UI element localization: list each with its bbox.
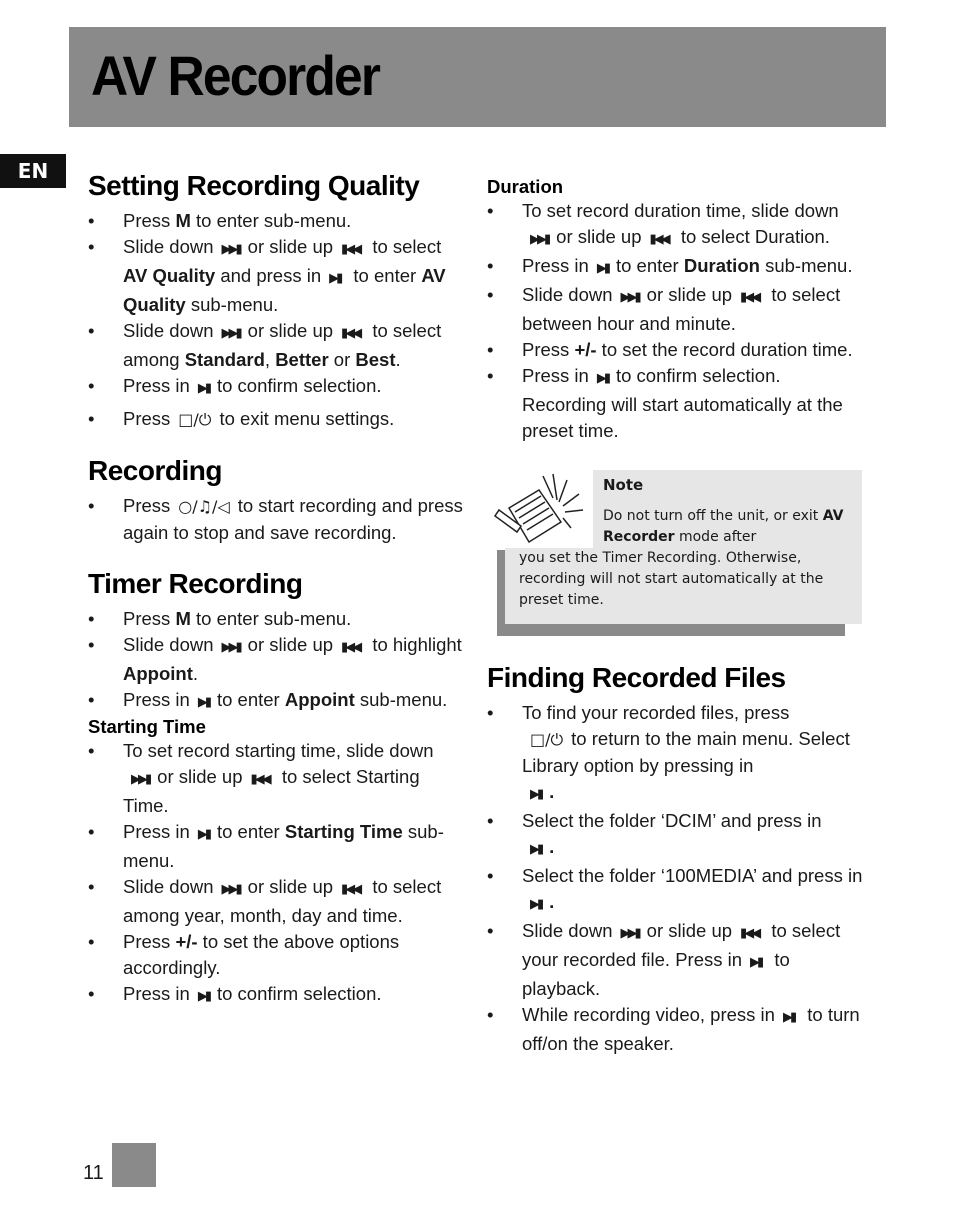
section-duration — [487, 176, 867, 444]
right-column — [487, 176, 867, 1057]
play-pause-icon: ▶▮ — [329, 271, 341, 286]
list-item: • To find your recorded files, press □/⏻ to return to the main menu. Select Library option by pressing in ▶▮ . — [487, 700, 867, 808]
section-recording-quality — [88, 170, 468, 433]
play-pause-icon: ▶▮ — [530, 897, 542, 912]
prev-icon: ▮◀◀ — [341, 882, 360, 897]
list-item: • Press M to enter sub-menu. — [88, 208, 468, 234]
list-item: • Slide down ▶▶▮ or slide up ▮◀◀ to select between hour and minute. — [487, 282, 867, 337]
prev-icon: ▮◀◀ — [250, 772, 269, 787]
list-item: • Press in ▶▮ to enter Appoint sub-menu. — [88, 687, 468, 716]
list-item: • Press in ▶▮ to enter Duration sub-menu. — [487, 253, 867, 282]
list-item: • Slide down ▶▶▮ or slide up ▮◀◀ to select among Standard, Better or Best. — [88, 318, 468, 373]
stop-power-icon: □/⏻ — [530, 730, 564, 749]
section-finding-files — [487, 662, 867, 1057]
play-pause-icon: ▶▮ — [197, 695, 209, 710]
play-pause-icon: ▶▮ — [197, 827, 209, 842]
list-item: • Slide down ▶▶▮ or slide up ▮◀◀ to highlight Appoint. — [88, 632, 468, 687]
stop-power-icon: □/⏻ — [178, 410, 212, 429]
play-pause-icon: ▶▮ — [596, 261, 608, 276]
list-item: • Press in ▶▮ to enter Starting Time sub-menu. — [88, 819, 468, 874]
list-item: • Slide down ▶▶▮ or slide up ▮◀◀ to select among year, month, day and time. — [88, 874, 468, 929]
list-item: • Slide down ▶▶▮ or slide up ▮◀◀ to select your recorded file. Press in ▶▮ to playback. — [487, 918, 867, 1002]
section-recording — [88, 455, 468, 546]
heading-timer-recording: Timer Recording — [88, 568, 303, 599]
prev-icon: ▮◀◀ — [341, 242, 360, 257]
list-item: • Select the folder ‘DCIM’ and press in ▶▮ . — [487, 808, 867, 863]
page-title: AV Recorder — [91, 44, 380, 107]
list-item: • Select the folder ‘100MEDIA’ and press in▶▮ . — [487, 863, 867, 918]
prev-icon: ▮◀◀ — [740, 290, 759, 305]
note-text: Do not turn off the unit, or exit AV Recorder mode after — [603, 508, 844, 545]
subheading-duration: Duration — [487, 176, 564, 197]
list-item: • Press +/- to set the record duration time. — [487, 337, 867, 363]
prev-icon: ▮◀◀ — [341, 640, 360, 655]
page-number: 11 — [83, 1162, 104, 1184]
heading-recording: Recording — [88, 455, 222, 486]
next-icon: ▶▶▮ — [131, 772, 150, 787]
next-icon: ▶▶▮ — [620, 290, 639, 305]
play-pause-icon: ▶▮ — [530, 787, 542, 802]
play-pause-icon: ▶▮ — [197, 989, 209, 1004]
next-icon: ▶▶▮ — [221, 640, 240, 655]
subheading-starting-time: Starting Time — [88, 716, 206, 737]
list-item: • Slide down ▶▶▮ or slide up ▮◀◀ to select AV Quality and press in ▶▮ to enter AV Quality sub-menu. — [88, 234, 468, 318]
prev-icon: ▮◀◀ — [649, 232, 668, 247]
left-column — [88, 170, 468, 1032]
play-pause-icon: ▶▮ — [197, 381, 209, 396]
heading-recording-quality: Setting Recording Quality — [88, 170, 420, 201]
play-pause-icon: ▶▮ — [530, 842, 542, 857]
title-banner — [69, 27, 886, 127]
list-item: • While recording video, press in ▶▮ to turn off/on the speaker. — [487, 1002, 867, 1057]
page-tab — [112, 1143, 156, 1187]
list-item: • Press ○/♫/◁ to start recording and press again to stop and save recording. — [88, 493, 468, 546]
record-icon: ○/♫/◁ — [178, 497, 230, 516]
list-item: • To set record starting time, slide down ▶▶▮ or slide up ▮◀◀ to select Starting Time. — [88, 738, 468, 819]
section-timer-recording — [88, 568, 468, 1010]
list-item: • Press in ▶▮ to confirm selection. Recording will start automatically at the preset time. — [487, 363, 867, 444]
list-item: • To set record duration time, slide down▶▶▮ or slide up ▮◀◀ to select Duration. — [487, 198, 867, 253]
language-tab: EN — [0, 154, 66, 188]
next-icon: ▶▶▮ — [221, 326, 240, 341]
note-pen-icon — [491, 470, 591, 550]
heading-finding-files: Finding Recorded Files — [487, 662, 786, 693]
list-item: • Press □/⏻ to exit menu settings. — [88, 406, 468, 433]
list-item: • Press +/- to set the above options accordingly. — [88, 929, 468, 981]
prev-icon: ▮◀◀ — [740, 926, 759, 941]
next-icon: ▶▶▮ — [221, 242, 240, 257]
list-item: • Press in ▶▮ to confirm selection. — [88, 373, 468, 402]
note-box — [487, 470, 867, 642]
next-icon: ▶▶▮ — [221, 882, 240, 897]
next-icon: ▶▶▮ — [620, 926, 639, 941]
play-pause-icon: ▶▮ — [782, 1010, 795, 1025]
prev-icon: ▮◀◀ — [341, 326, 360, 341]
next-icon: ▶▶▮ — [530, 232, 549, 247]
play-pause-icon: ▶▮ — [750, 955, 762, 970]
note-title: Note — [603, 476, 644, 494]
list-item: • Press M to enter sub-menu. — [88, 606, 468, 632]
note-text-continued: you set the Timer Recording. Otherwise, recording will not start automatically at the preset time. — [519, 550, 824, 608]
list-item: • Press in ▶▮ to confirm selection. — [88, 981, 468, 1010]
play-pause-icon: ▶▮ — [596, 371, 608, 386]
